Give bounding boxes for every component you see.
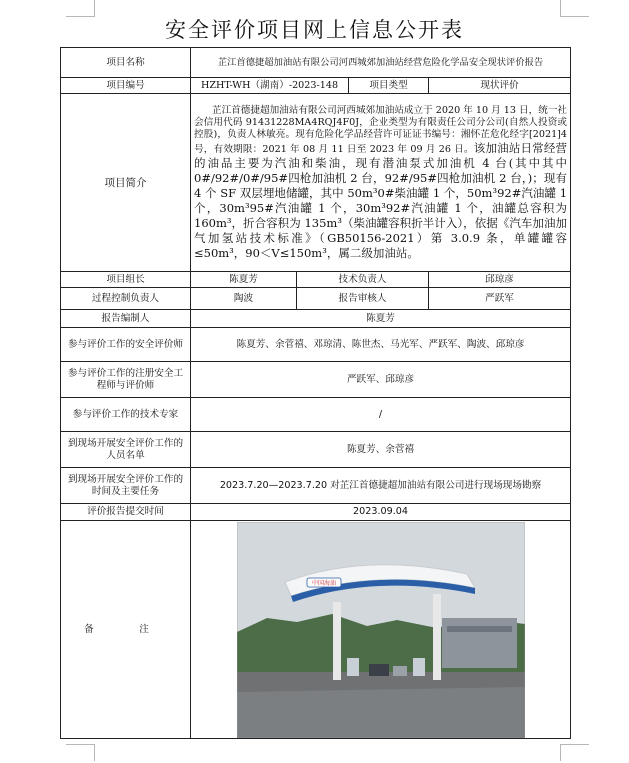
value-evaluators: 陈夏芳、余菅禧、邓琼清、陈世杰、马光军、严跃军、陶波、邱琼彦 — [191, 328, 571, 362]
label-reviewer: 报告审核人 — [297, 288, 429, 310]
label-project-no: 项目编号 — [61, 78, 191, 94]
label-remark: 备 注 — [61, 521, 191, 739]
photo-building — [442, 618, 517, 668]
row-registered — [61, 362, 571, 398]
label-tech-lead: 技术负责人 — [297, 272, 429, 288]
row-submit-date — [61, 504, 571, 521]
remark-photo-cell — [191, 521, 571, 739]
row-project-no — [61, 78, 571, 94]
value-reviewer: 严跃军 — [429, 288, 571, 310]
value-leader: 陈夏芳 — [191, 272, 297, 288]
intro-text-large: 该加油站日常经营的油品主要为汽油和柴油，现有潜油泵式加油机 4 台(其中其中 0#/92#/0#/95#四枪加油机 2 台，92#/95#四枪加油机 2 台，)；现有 4 个 SF 双层埋地储罐，其中 50m³0#柴油罐 1 个，50m³92#汽油罐 1 个，30m³95#汽油罐 1 个，30m³92#汽油罐 1 个，油罐总容积为 160m³，折合容积为 135m³（柴油罐容积折半计入），依据《汽车加油加气加氢站技术标准》（GB50156-2021）第 3.0.9 条，单罐罐容≤50m³，90＜V≤150m³，属二级加油站。 — [194, 140, 568, 260]
intro-text-small: 芷江首德捷超加油站有限公司河西城郊加油站成立于 2020 年 10 月 13 日，统一社会信用代码 91431228MA4RQJ4F0J，企业类型为有限责任公司分公司(自然人投资或控股)，负责人林敏亮。现有危险化学品经营许可证证书编号：湘怀芷危化经字[2021]4号，有效期限：2021 年 08 月 11 日至 2023 年 09 月 26 日。 — [194, 104, 568, 155]
label-submit-date: 评价报告提交时间 — [61, 504, 191, 521]
page-corner-mark — [560, 744, 589, 761]
label-process: 过程控制负责人 — [61, 288, 191, 310]
label-writer: 报告编制人 — [61, 310, 191, 328]
value-writer: 陈夏芳 — [191, 310, 571, 328]
row-site-time — [61, 468, 571, 504]
label-evaluators: 参与评价工作的安全评价师 — [61, 328, 191, 362]
row-project-name — [61, 48, 571, 78]
row-intro — [61, 94, 571, 272]
page-title: 安全评价项目网上信息公开表 — [165, 18, 464, 42]
row-writer — [61, 310, 571, 328]
row-experts — [61, 398, 571, 432]
value-project-name: 芷江首德捷超加油站有限公司河西城郊加油站经营危险化学品安全现状评价报告 — [191, 48, 571, 78]
label-site-time: 到现场开展安全评价工作的时间及主要任务 — [61, 468, 191, 504]
label-leader: 项目组长 — [61, 272, 191, 288]
gas-station-photo — [237, 522, 525, 738]
value-process: 陶波 — [191, 288, 297, 310]
photo-brand-text: 中国海油 — [311, 579, 336, 587]
photo-pillar-left — [333, 602, 341, 680]
value-project-type: 现状评价 — [429, 78, 571, 94]
value-project-no: HZHT-WH（湖南）-2023-148 — [191, 78, 349, 94]
label-registered: 参与评价工作的注册安全工程师与评价师 — [61, 362, 191, 398]
label-project-type: 项目类型 — [349, 78, 429, 94]
photo-pillar-right — [433, 594, 441, 680]
value-submit-date: 2023.09.04 — [191, 504, 571, 521]
label-site-staff: 到现场开展安全评价工作的人员名单 — [61, 432, 191, 468]
value-site-staff: 陈夏芳、余菅禧 — [191, 432, 571, 468]
photo-dispenser — [413, 658, 425, 676]
row-evaluators — [61, 328, 571, 362]
label-project-name: 项目名称 — [61, 48, 191, 78]
value-intro — [191, 94, 571, 272]
row-process — [61, 288, 571, 310]
row-remark — [61, 521, 571, 739]
value-registered: 严跃军、邱琼彦 — [191, 362, 571, 398]
photo-ground-wet — [237, 687, 525, 738]
photo-vehicle — [393, 666, 407, 676]
value-site-time: 2023.7.20—2023.7.20 对芷江首德捷超加油站有限公司进行现场现场勘察 — [191, 468, 571, 504]
photo-dispenser — [347, 658, 359, 676]
info-table — [60, 47, 571, 739]
label-intro: 项目简介 — [61, 94, 191, 272]
page-corner-mark — [66, 744, 95, 761]
photo-vehicle — [369, 664, 389, 676]
label-experts: 参与评价工作的技术专家 — [61, 398, 191, 432]
row-site-staff — [61, 432, 571, 468]
row-leader — [61, 272, 571, 288]
photo-building-stripe — [447, 626, 512, 632]
value-experts: / — [191, 398, 571, 432]
value-tech-lead: 邱琼彦 — [429, 272, 571, 288]
